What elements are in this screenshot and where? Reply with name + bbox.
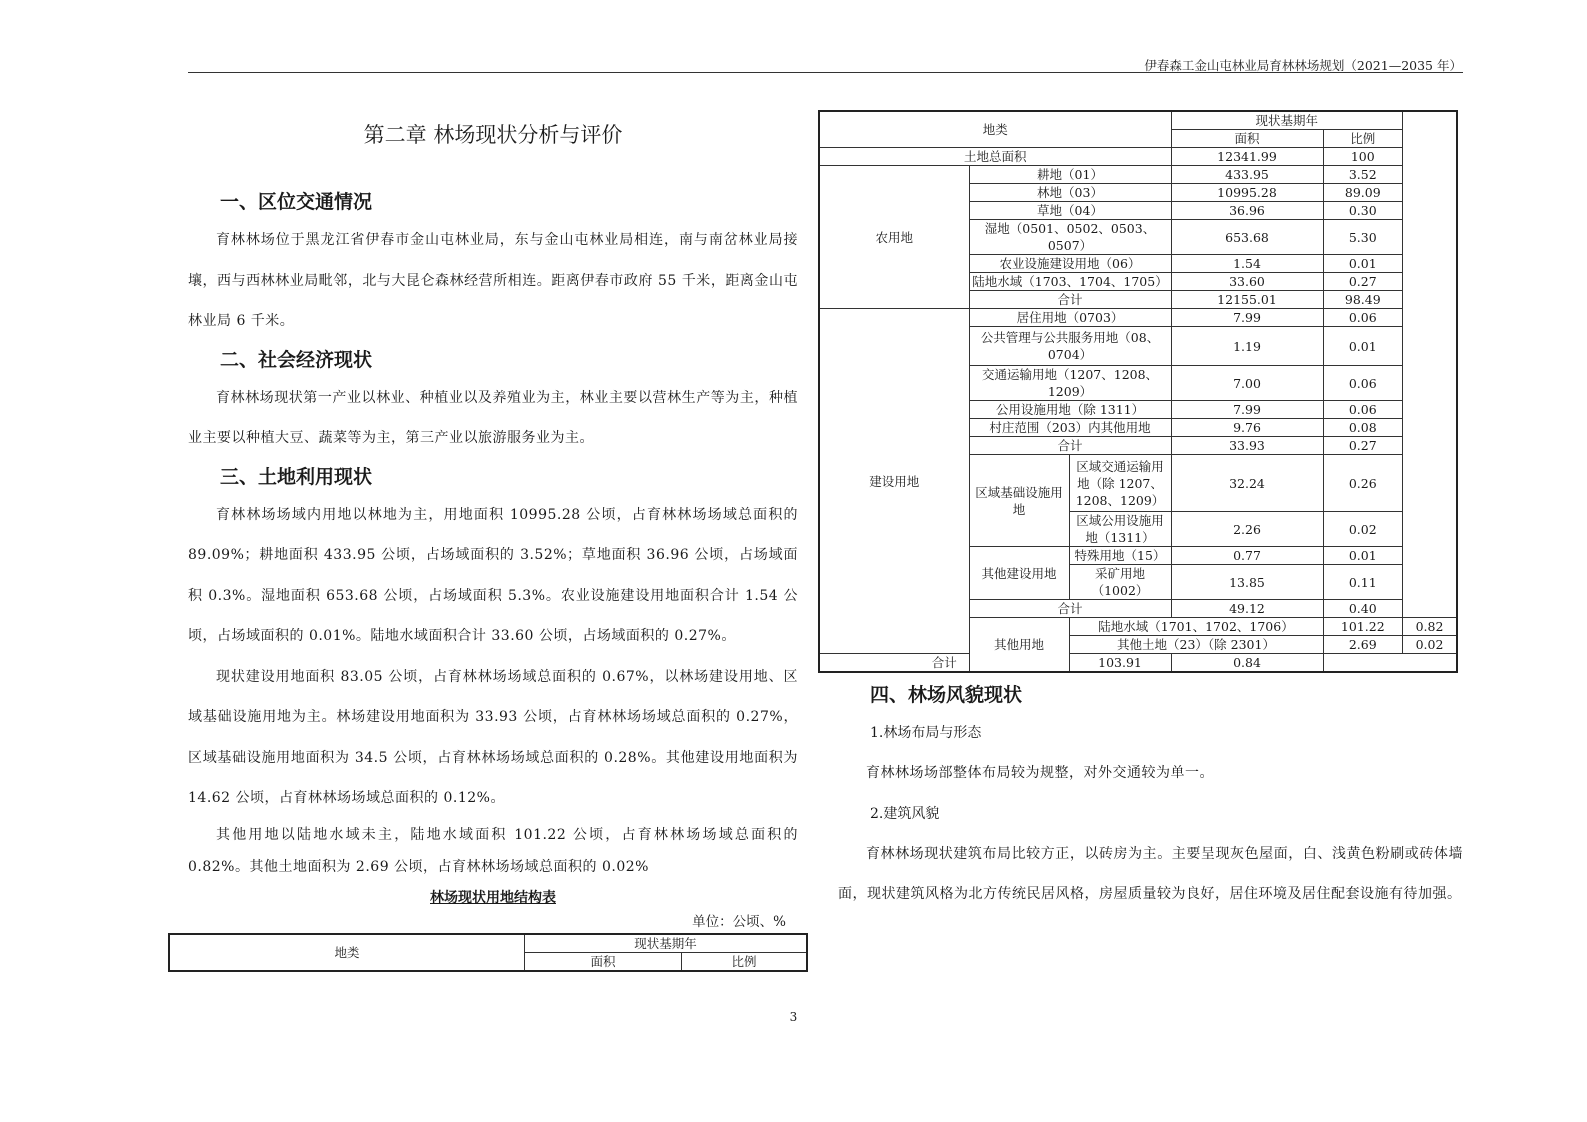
- cell-subtotal: 合计: [969, 437, 1171, 455]
- cell-name: 陆地水域（1701、1702、1706）: [1069, 618, 1323, 636]
- header-area: 面积: [1171, 130, 1323, 148]
- cell-area: 2.26: [1171, 512, 1323, 547]
- cell-ratio: 0.82: [1403, 618, 1457, 636]
- cell-area: 7.99: [1171, 401, 1323, 419]
- table-row: [819, 654, 1457, 673]
- cell-ratio: 0.06: [1323, 366, 1403, 401]
- cell-area: 1.19: [1171, 327, 1323, 366]
- cell-name: 林地（03）: [969, 184, 1171, 202]
- section-heading-location: 一、区位交通情况: [220, 191, 373, 213]
- cell-name: 耕地（01）: [969, 166, 1171, 184]
- cell-subtotal: 合计: [969, 291, 1171, 309]
- cell-name: 公用设施用地（除 1311）: [969, 401, 1171, 419]
- land-use-table: [818, 110, 1458, 673]
- cell-name: 区域公用设施用地（1311）: [1069, 512, 1171, 547]
- cell-name: 农业设施建设用地（06）: [969, 255, 1171, 273]
- cell-ratio: 0.01: [1323, 547, 1403, 565]
- cell-ratio: 0.01: [1323, 255, 1403, 273]
- cell-ratio: 98.49: [1323, 291, 1403, 309]
- cell-name: 草地（04）: [969, 202, 1171, 220]
- table-unit: 单位：公顷、%: [692, 913, 786, 930]
- cell-area: 32.24: [1171, 455, 1323, 512]
- cell-ratio: 5.30: [1323, 220, 1403, 255]
- cell-area: 7.99: [1171, 309, 1323, 327]
- cell-ratio: 0.26: [1323, 455, 1403, 512]
- cell-area: 101.22: [1323, 618, 1403, 636]
- table-row: [819, 148, 1457, 166]
- cell-ratio: 0.06: [1323, 401, 1403, 419]
- table-row: [819, 309, 1457, 327]
- cell-area: 33.60: [1171, 273, 1323, 291]
- cell-area: 49.12: [1171, 600, 1323, 618]
- cell-ratio: 0.27: [1323, 273, 1403, 291]
- cell-others-label: 其他用地: [969, 618, 1069, 673]
- cell-ratio: 0.11: [1323, 565, 1403, 600]
- cell-ratio: 0.40: [1323, 600, 1403, 618]
- cell-area: 433.95: [1171, 166, 1323, 184]
- cell-ratio: 0.06: [1323, 309, 1403, 327]
- cell-ratio: 0.02: [1323, 512, 1403, 547]
- cell-agri-label: 农用地: [819, 166, 969, 309]
- header-period: 现状基期年: [1171, 111, 1403, 130]
- cell-area: 36.96: [1171, 202, 1323, 220]
- subheading-architecture: 2.建筑风貌: [870, 805, 940, 822]
- cell-subtotal: 合计: [819, 654, 1069, 673]
- cell-ratio: 0.84: [1171, 654, 1323, 673]
- header-category: 地类: [819, 111, 1171, 148]
- section-heading-landscape: 四、林场风貌现状: [870, 684, 1023, 706]
- table-caption: 林场现状用地结构表: [430, 889, 556, 906]
- left-column: [188, 110, 798, 972]
- cell-area: 7.00: [1171, 366, 1323, 401]
- header-ratio: 比例: [1323, 130, 1403, 148]
- table-row: [169, 934, 807, 953]
- cell-name: 特殊用地（15）: [1069, 547, 1171, 565]
- cell-total-label: 土地总面积: [819, 148, 1171, 166]
- cell-name: 村庄范围（203）内其他用地: [969, 419, 1171, 437]
- chapter-title: 第二章 林场现状分析与评价: [363, 123, 623, 147]
- cell-area: 12341.99: [1171, 148, 1323, 166]
- subheading-layout: 1.林场布局与形态: [870, 725, 982, 741]
- cell-ratio: 0.27: [1323, 437, 1403, 455]
- cell-regional-label: 区域基础设施用地: [969, 455, 1069, 547]
- paragraph-layout: 育林林场场部整体布局较为规整，对外交通较为单一。: [866, 765, 1214, 781]
- cell-area: 653.68: [1171, 220, 1323, 255]
- cell-area: 0.77: [1171, 547, 1323, 565]
- table-row: [819, 111, 1457, 130]
- header-period: 现状基期年: [525, 934, 808, 953]
- paragraph-land-use-2: 现状建设用地面积 83.05 公顷，占育林林场场域总面积的 0.67%，以林场建设用地、区域基础设施用地为主。林场建设用地面积为 33.93 公顷，占育林林场场域总面积的 0.27%，区域基础设施用地面积为 34.5 公顷，占育林林场场域总面积的 0.28%。其他建设用地面积为 14.62 公顷，占育林林场场域总面积的 0.12%。: [188, 668, 798, 806]
- table-row: [819, 166, 1457, 184]
- cell-area: 13.85: [1171, 565, 1323, 600]
- header-area: 面积: [525, 952, 682, 971]
- paragraph-architecture: 育林林场现状建筑布局比较方正，以砖房为主。主要呈现灰色屋面，白、浅黄色粉刷或砖体墙面，现状建筑风格为北方传统民居风格，房屋质量较为良好，居住环境及居住配套设施有待加强。: [838, 845, 1463, 902]
- cell-area: 9.76: [1171, 419, 1323, 437]
- cell-area: 33.93: [1171, 437, 1323, 455]
- cell-area: 1.54: [1171, 255, 1323, 273]
- cell-ratio: 3.52: [1323, 166, 1403, 184]
- paragraph-land-use-3: 其他用地以陆地水域未主，陆地水域面积 101.22 公顷，占育林林场场域总面积的 0.82%。其他土地面积为 2.69 公顷，占育林林场场域总面积的 0.02%: [188, 826, 798, 875]
- cell-name: 采矿用地（1002）: [1069, 565, 1171, 600]
- paragraph-land-use-1: 育林林场场域内用地以林地为主，用地面积 10995.28 公顷，占育林林场场域总面积的 89.09%；耕地面积 433.95 公顷，占场域面积的 3.52%；草地面积 36.96 公顷，占场域面积 0.3%。湿地面积 653.68 公顷，占场域面积 5.3%。农业设施建设用地面积合计 1.54 公顷，占场域面积的 0.01%。陆地水域面积合计 33.60 公顷，占场域面积的 0.27%。: [188, 506, 798, 644]
- header-ratio: 比例: [682, 952, 808, 971]
- running-header: 伊春森工金山屯林业局育林林场规划（2021—2035 年）: [1144, 58, 1462, 73]
- cell-area: 12155.01: [1171, 291, 1323, 309]
- paragraph-location: 育林林场位于黑龙江省伊春市金山屯林业局，东与金山屯林业局相连，南与南岔林业局接壤，西与西林林业局毗邻，北与大昆仑森林经营所相连。距离伊春市政府 55 千米，距离金山屯林业局 6 千米。: [188, 232, 798, 329]
- cell-name: 公共管理与公共服务用地（08、0704）: [969, 327, 1171, 366]
- cell-area: 10995.28: [1171, 184, 1323, 202]
- section-heading-land-use: 三、土地利用现状: [220, 465, 373, 488]
- cell-name: 其他土地（23）（除 2301）: [1069, 636, 1323, 654]
- cell-subtotal: 合计: [969, 600, 1171, 618]
- section-heading-socioeconomic: 二、社会经济现状: [220, 348, 373, 371]
- cell-other-construction-label: 其他建设用地: [969, 547, 1069, 600]
- cell-ratio: 0.30: [1323, 202, 1403, 220]
- paragraph-socioeconomic: 育林林场现状第一产业以林业、种植业以及养殖业为主，林业主要以营林生产等为主，种植业主要以种植大豆、蔬菜等为主，第三产业以旅游服务业为主。: [188, 389, 798, 446]
- page-number: 3: [789, 1010, 798, 1024]
- cell-construction-label: 建设用地: [819, 309, 969, 654]
- cell-name: 居住用地（0703）: [969, 309, 1171, 327]
- cell-ratio: 89.09: [1323, 184, 1403, 202]
- cell-name: 区域交通运输用地（除 1207、1208、1209）: [1069, 455, 1171, 512]
- cell-ratio: 0.01: [1323, 327, 1403, 366]
- cell-ratio: 0.02: [1403, 636, 1457, 654]
- cell-name: 交通运输用地（1207、1208、1209）: [969, 366, 1171, 401]
- header-rule: [188, 72, 1463, 73]
- cell-name: 陆地水域（1703、1704、1705）: [969, 273, 1171, 291]
- cell-ratio: 0.08: [1323, 419, 1403, 437]
- land-use-table-header: [168, 933, 808, 972]
- cell-area: 2.69: [1323, 636, 1403, 654]
- cell-area: 103.91: [1069, 654, 1171, 673]
- header-category: 地类: [169, 934, 525, 971]
- cell-name: 湿地（0501、0502、0503、0507）: [969, 220, 1171, 255]
- right-column: [838, 110, 1463, 915]
- cell-ratio: 100: [1323, 148, 1403, 166]
